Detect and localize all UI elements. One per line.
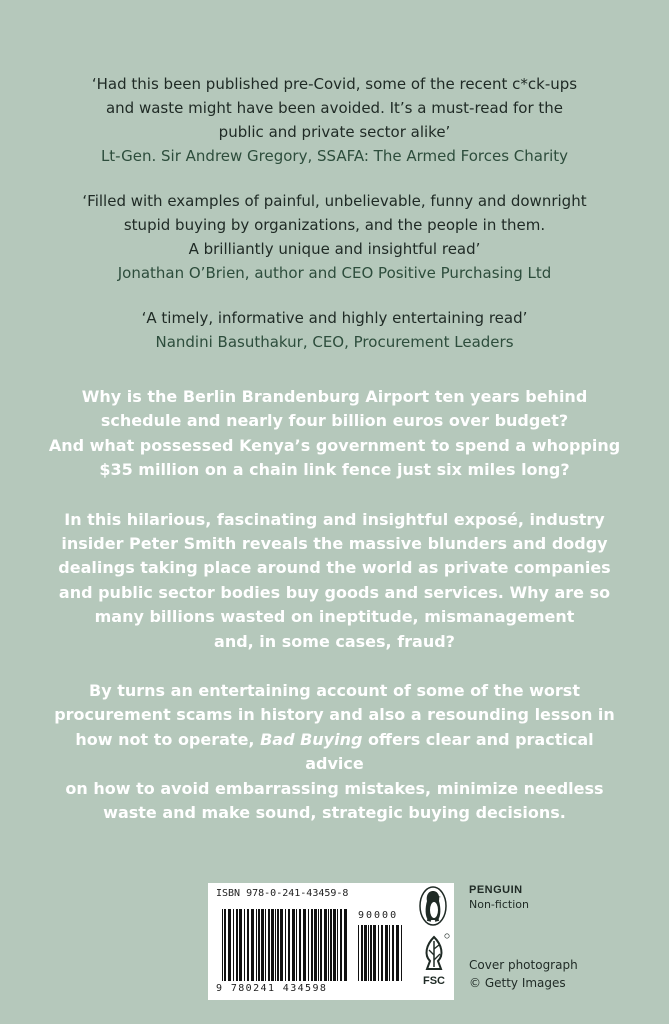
barcode-stripe: [299, 909, 301, 981]
description-line: and public sector bodies buy goods and services. Why are so: [58, 582, 611, 602]
barcode-stripe: [385, 925, 388, 981]
barcode-stripe: [340, 909, 342, 981]
description-line: $35 million on a chain link fence just six miles long?: [99, 460, 570, 480]
barcode-stripe: [330, 909, 332, 981]
barcode-stripe: [320, 909, 322, 981]
quote-line: ‘Filled with examples of painful, unbelievable, funny and downright: [82, 192, 587, 210]
barcode-stripe: [396, 925, 399, 981]
barcode-stripe: [381, 925, 383, 981]
endorsements: [40, 72, 629, 375]
barcode-stripe: [228, 909, 231, 981]
description-line: insider Peter Smith reveals the massive blunders and dodgy: [61, 534, 608, 554]
description-line: waste and make sound, strategic buying decisions.: [103, 803, 566, 823]
publisher-block: [469, 884, 529, 911]
barcode-stripe: [277, 909, 279, 981]
barcode-stripe: [296, 909, 297, 981]
addon-barcode-icon: [358, 925, 406, 981]
description-line: many billions wasted on ineptitude, mismanagement: [94, 607, 575, 627]
quote-line: ‘A timely, informative and highly entertaining read’: [141, 309, 528, 327]
description-line: on how to avoid embarrassing mistakes, minimize needless: [65, 778, 604, 798]
barcode-stripe: [233, 909, 234, 981]
description-line: By turns an entertaining account of some of the worst: [89, 681, 580, 701]
barcode-stripe: [337, 909, 338, 981]
book-description: [48, 385, 621, 851]
description-line: dealings taking place around the world as private companies: [58, 558, 611, 578]
barcode-stripe: [370, 925, 372, 981]
quote-source: Lt-Gen. Sir Andrew Gregory, SSAFA: The Armed Forces Charity: [100, 147, 569, 165]
barcode-stripe: [261, 909, 264, 981]
barcode-stripe: [236, 909, 238, 981]
barcode-stripe: [373, 925, 376, 981]
endorsement-quote: [40, 306, 629, 354]
description-text: offers clear and practical advice: [305, 729, 594, 774]
description-text: how not to operate,: [75, 729, 261, 749]
barcode-stripe: [364, 925, 367, 981]
barcode-stripe: [328, 909, 329, 981]
barcode-stripe: [224, 909, 226, 981]
svg-text:FSC: FSC: [423, 975, 445, 987]
barcode-stripe: [222, 909, 223, 981]
quote-line: ‘Had this been published pre-Covid, some of the recent c*ck-ups: [91, 75, 578, 93]
barcode-stripe: [311, 909, 313, 981]
barcode-digits: 9 780241 434598: [216, 983, 328, 994]
description-line: and, in some cases, fraud?: [214, 631, 455, 651]
barcode-stripe: [324, 909, 327, 981]
barcode-stripe: [239, 909, 242, 981]
barcode-stripe: [361, 925, 363, 981]
barcode-stripe: [392, 925, 394, 981]
barcode-stripe: [288, 909, 290, 981]
description-paragraph: [48, 508, 621, 654]
description-line: Why is the Berlin Brandenburg Airport ten years behind: [81, 387, 588, 406]
description-line: procurement scams in history and also a resounding lesson in: [54, 705, 615, 725]
barcode-stripe: [244, 909, 245, 981]
credit-line: © Getty Images: [469, 976, 566, 990]
barcode-stripe: [344, 909, 347, 981]
description-line: And what possessed Kenya’s government to spend a whopping: [48, 435, 621, 455]
credit-line: Cover photograph: [469, 958, 578, 972]
penguin-logo-icon: [419, 886, 447, 926]
book-title: Bad Buying: [260, 729, 363, 749]
quote-source: Nandini Basuthakur, CEO, Procurement Leaders: [155, 333, 514, 351]
photo-credit: [469, 956, 578, 992]
barcode-stripe: [256, 909, 257, 981]
description-paragraph: [48, 385, 621, 483]
barcode-stripe: [268, 909, 270, 981]
barcode-stripe: [318, 909, 319, 981]
quote-line: public and private sector alike’: [218, 123, 451, 141]
description-paragraph: [48, 679, 621, 825]
fsc-logo-icon: [418, 933, 450, 987]
barcode-stripe: [308, 909, 309, 981]
barcode-stripe: [271, 909, 274, 981]
description-line: schedule and nearly four billion euros over budget?: [100, 411, 569, 431]
barcode-stripe: [314, 909, 317, 981]
barcode-stripe: [275, 909, 276, 981]
barcode-stripe: [389, 925, 390, 981]
description-line: [75, 730, 593, 773]
price-code: 90000: [358, 910, 399, 921]
book-category: Non-fiction: [469, 898, 529, 911]
endorsement-quote: [40, 72, 629, 168]
quote-line: and waste might have been avoided. It’s a must-read for the: [105, 99, 564, 117]
barcode-stripe: [280, 909, 283, 981]
barcode-stripe: [378, 925, 379, 981]
endorsement-quote: [40, 189, 629, 285]
quote-source: Jonathan O’Brien, author and CEO Positive Purchasing Ltd: [117, 264, 552, 282]
barcode-stripe: [358, 925, 359, 981]
barcode-stripe: [368, 925, 369, 981]
barcode-stripe: [251, 909, 254, 981]
barcode-stripe: [333, 909, 336, 981]
barcode-stripe: [258, 909, 260, 981]
barcode-stripe: [292, 909, 295, 981]
quote-line: stupid buying by organizations, and the people in them.: [123, 216, 546, 234]
barcode-stripe: [285, 909, 286, 981]
isbn-label: ISBN 978-0-241-43459-8: [216, 888, 349, 899]
description-line: In this hilarious, fascinating and insightful exposé, industry: [64, 509, 605, 529]
publisher-name: PENGUIN: [469, 884, 523, 896]
barcode-stripe: [303, 909, 306, 981]
barcode-stripe: [247, 909, 249, 981]
quote-line: A brilliantly unique and insightful read’: [188, 240, 481, 258]
barcode-icon: [222, 909, 350, 981]
barcode-stripe: [265, 909, 266, 981]
barcode-stripe: [401, 925, 402, 981]
